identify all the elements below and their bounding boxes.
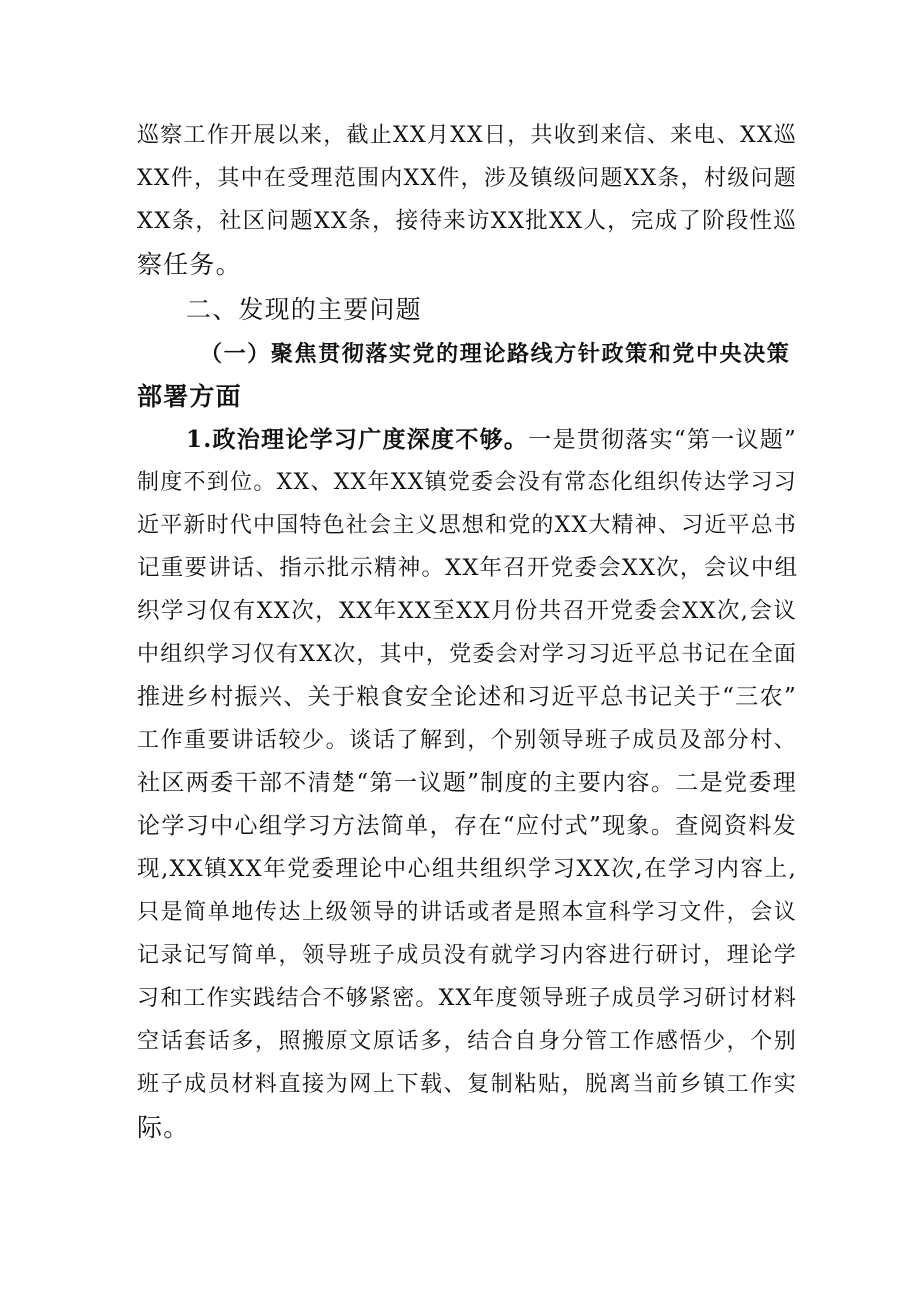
intro-line-1: 巡察工作开展以来，截止XX月XX日，共收到来信、来电、XX巡 — [137, 123, 797, 148]
subsection-heading-line-1: （一）聚焦贯彻落实党的理论路线方针政策和党中央决策 — [200, 341, 790, 367]
body-line-15: 班子成员材料直接为网上下载、复制粘贴，脱离当前乡镇工作实 — [137, 1072, 797, 1097]
item-title: 1.政治理论学习广度深度不够。 — [186, 426, 529, 453]
body-line-7: 工作重要讲话较少。谈话了解到，个别领导班子成员及部分村、 — [137, 728, 797, 753]
body-line-16: 际。 — [137, 1113, 190, 1142]
section-heading: 二、发现的主要问题 — [186, 295, 422, 324]
intro-line-4: 察任务。 — [137, 250, 242, 279]
item-first-line-text: 一是贯彻落实“第一议题” — [528, 427, 797, 453]
body-line-1: 制度不到位。XX、XX年XX镇党委会没有常态化组织传达学习习 — [137, 470, 797, 495]
body-line-9: 论学习中心组学习方法简单，存在“应付式”现象。查阅资料发 — [137, 813, 797, 839]
body-line-11: 只是简单地传达上级领导的讲话或者是照本宣科学习文件，会议 — [137, 900, 797, 925]
body-line-5: 中组织学习仅有XX次，其中，党委会对学习习近平总书记在全面 — [137, 642, 798, 667]
body-line-4: 织学习仅有XX次，XX年XX至XX月份共召开党委会XX次,会议 — [137, 598, 797, 624]
body-line-8: 社区两委干部不清楚“第一议题”制度的主要内容。二是党委理 — [137, 770, 797, 796]
body-line-10: 现,XX镇XX年党委理论中心组共组织学习XX次,在学习内容上, — [137, 856, 797, 882]
body-line-2: 近平新时代中国特色社会主义思想和党的XX大精神、习近平总书 — [137, 513, 798, 538]
body-line-12: 记录记写简单，领导班子成员没有就学习内容进行研讨，理论学 — [137, 943, 797, 968]
body-line-14: 空话套话多，照搬原文原话多，结合自身分管工作感悟少，个别 — [137, 1029, 797, 1054]
intro-line-2: XX件，其中在受理范围内XX件，涉及镇级问题XX条，村级问题 — [137, 166, 797, 191]
body-line-3: 记重要讲话、指示批示精神。XX年召开党委会XX次，会议中组 — [137, 555, 799, 581]
intro-line-3: XX条，社区问题XX条，接待来访XX批XX人，完成了阶段性巡 — [137, 208, 797, 234]
body-line-13: 习和工作实践结合不够紧密。XX年度领导班子成员学习研讨材料 — [137, 986, 798, 1011]
item-first-line — [186, 418, 797, 461]
subsection-heading-line-2: 部署方面 — [137, 382, 242, 411]
body-line-6: 推进乡村振兴、关于粮食安全论述和习近平总书记关于“三农” — [137, 684, 797, 710]
